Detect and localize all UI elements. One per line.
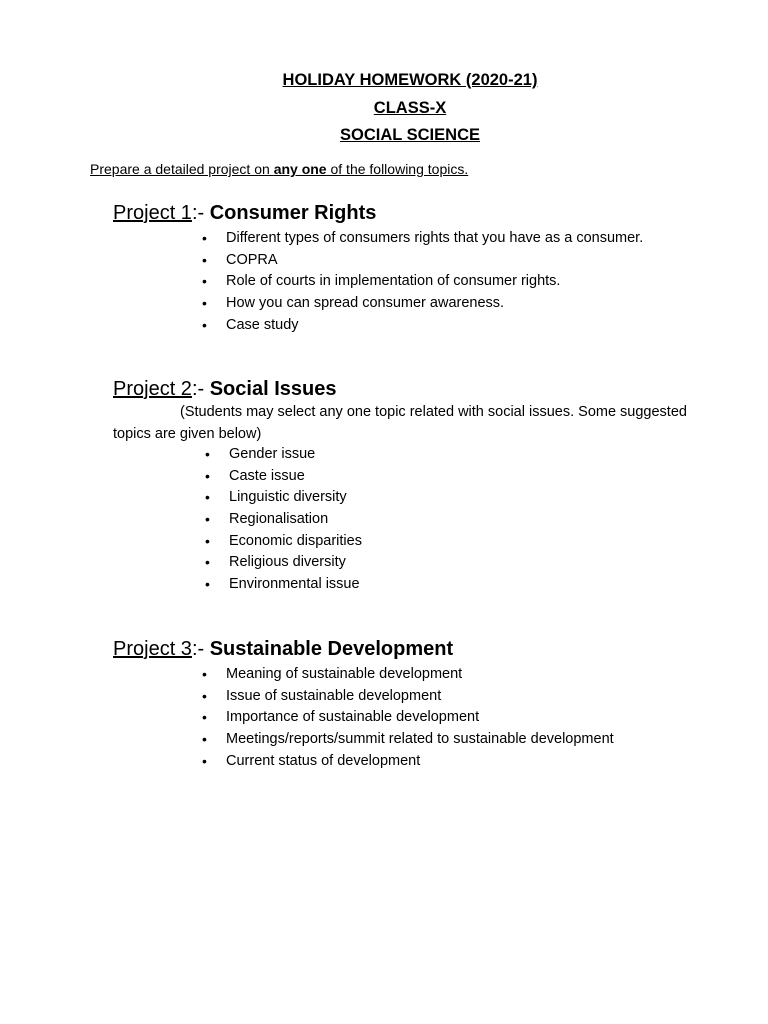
- project-title: Sustainable Development: [209, 638, 454, 660]
- intro-text-before: Prepare a detailed project on: [90, 161, 274, 177]
- project-title: Consumer Rights: [209, 202, 377, 224]
- project-number: Project 2: [113, 378, 192, 400]
- list-item: • Meaning of sustainable development: [226, 664, 614, 686]
- intro-emphasis: any one: [273, 161, 327, 177]
- list-item: • Gender issue: [229, 444, 362, 466]
- project-separator: :-: [191, 378, 210, 400]
- list-item: • COPRA: [226, 250, 643, 272]
- project-2-heading: [113, 377, 336, 401]
- list-item: • Role of courts in implementation of consumer rights.: [226, 271, 643, 293]
- list-item: • Case study: [226, 315, 643, 337]
- list-item: • How you can spread consumer awareness.: [226, 293, 643, 315]
- list-item: • Religious diversity: [229, 552, 362, 574]
- list-item: • Different types of consumers rights that you have as a consumer.: [226, 228, 643, 250]
- list-item: • Environmental issue: [229, 574, 362, 596]
- list-item: • Meetings/reports/summit related to sustainable development: [226, 729, 614, 751]
- project-2-note: (Students may select any one topic related with social issues. Some suggested topics are given below): [113, 404, 687, 442]
- project-3-heading: [113, 637, 453, 661]
- list-item: • Linguistic diversity: [229, 487, 362, 509]
- intro-instruction: [90, 160, 468, 178]
- intro-text-after: of the following topics.: [326, 161, 469, 177]
- project-separator: :-: [191, 202, 210, 224]
- document-header: [0, 67, 768, 150]
- list-item: • Current status of development: [226, 751, 614, 773]
- project-1-heading: [113, 201, 376, 225]
- list-item: • Importance of sustainable development: [226, 707, 614, 729]
- list-item: • Regionalisation: [229, 509, 362, 531]
- project-number: Project 1: [113, 202, 192, 224]
- project-1-topic-list: [226, 228, 643, 336]
- subject-label: SOCIAL SCIENCE: [340, 126, 480, 144]
- homework-title: HOLIDAY HOMEWORK (2020-21): [282, 71, 538, 89]
- list-item: • Economic disparities: [229, 531, 362, 553]
- list-item: • Caste issue: [229, 466, 362, 488]
- project-number: Project 3: [113, 638, 192, 660]
- project-3-topic-list: [226, 664, 614, 772]
- project-title: Social Issues: [209, 378, 337, 400]
- project-2-topic-list: [229, 444, 362, 596]
- class-label: CLASS-X: [373, 98, 447, 117]
- list-item: • Issue of sustainable development: [226, 686, 614, 708]
- project-separator: :-: [191, 638, 210, 660]
